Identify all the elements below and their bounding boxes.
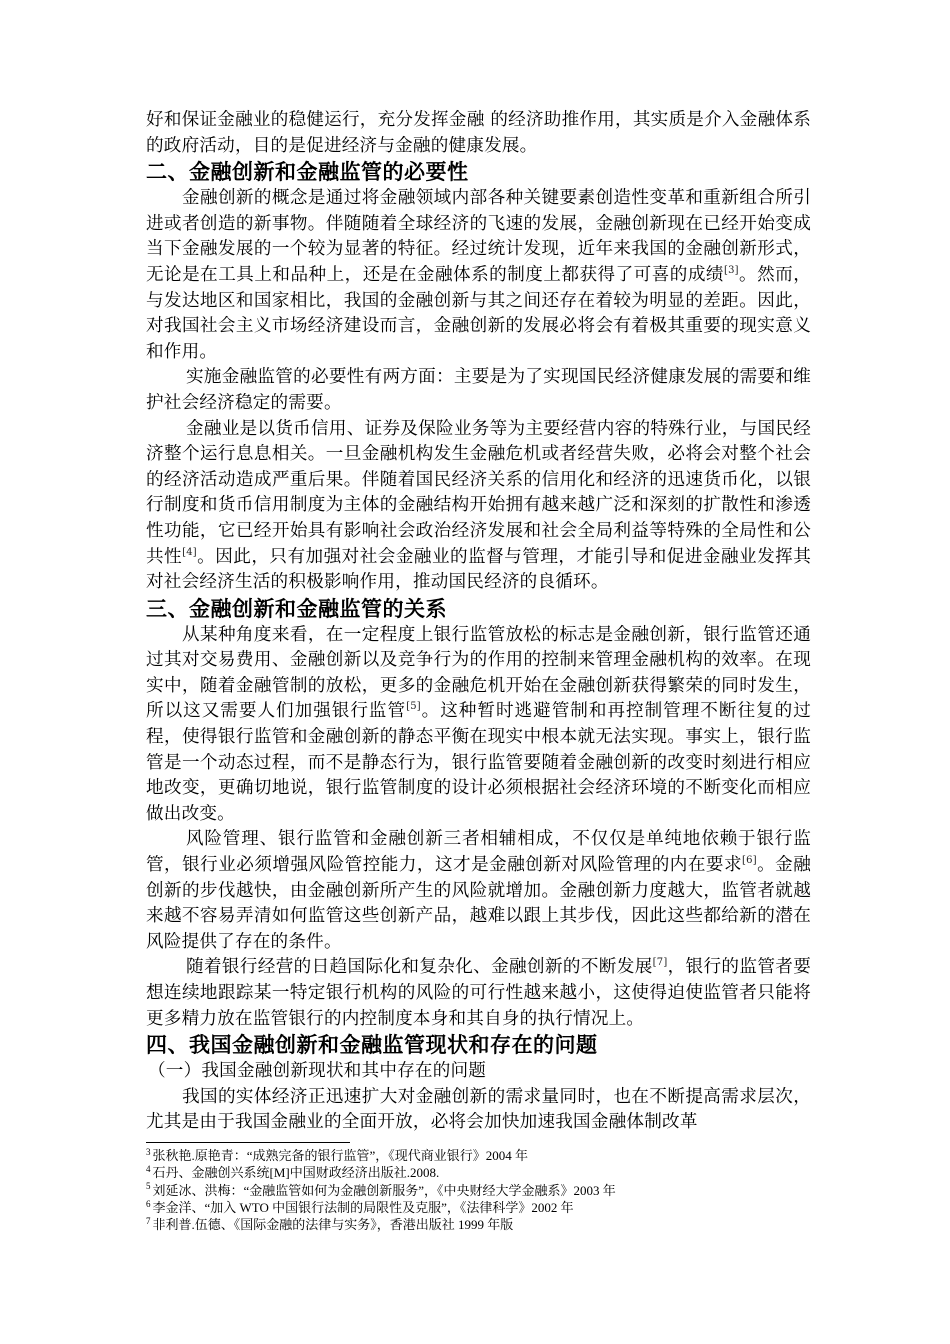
paragraph-text: 。然而，与发达地区和国家相比，我国的金融创新与其之间还存在着较为明显的差距。因此，对我国社会主义市场经济建设而言，金融创新的发展必将会有着极其重要的现实意义和作用。 [146, 264, 811, 362]
document-body [146, 108, 811, 1136]
citation-ref: [7] [652, 957, 668, 969]
paragraph-text: 。这种暂时逃避管制和再控制管理不断往复的过程，使得银行监管和金融创新的静态平衡在现实中根本就无法实现。事实上，银行监管是一个动态过程，而不是静态行为，银行监管要随着金融创新的改变时刻进行相应地改变，更确切地说，银行监管制度的设计必须根据社会经济环境的不断变化而相应做出改变。 [146, 701, 811, 824]
section-heading-3: 三、金融创新和金融监管的关系 [146, 596, 447, 621]
paragraph: 我国的实体经济正迅速扩大对金融创新的需求量同时，也在不断提高需求层次，尤其是由于我国金融业的全面开放，必将会加快加速我国金融体制改革 [146, 1086, 811, 1133]
paragraph: 实施金融监管的必要性有两方面：主要是为了实现国民经济健康发展的需要和维护社会经济稳定的需要。 [146, 367, 811, 413]
paragraph-text: 。因此，只有加强对社会金融业的监督与管理，才能引导和促进金融业发挥其对社会经济生活的积极影响作用，推动国民经济的良循环。 [146, 546, 811, 593]
paragraph [146, 186, 811, 365]
footnote-text: 石丹、金融创兴系统[M]中国财政经济出版社.2008. [152, 1165, 440, 1181]
citation-ref: [3] [723, 265, 739, 277]
footnote [146, 1164, 811, 1181]
section-heading-4: 四、我国金融创新和金融监管现状和存在的问题 [146, 1033, 598, 1058]
paragraph-text: 金融业是以货币信用、证券及保险业务等为主要经营内容的特殊行业，与国民经济整个运行息息相关。一旦金融机构发生金融危机或者经营失败，必将会对整个社会的经济活动造成严重后果。伴随着国民经济关系的信用化和经济的迅速货币化，以银行制度和货币信用制度为主体的金融结构开始拥有越来越广泛和深刻的扩散性和渗透性功能，它已经开始具有影响社会政治经济发展和社会全局利益等特殊的全局性和公共性 [146, 418, 811, 567]
footnote-number: 6 [146, 1198, 151, 1209]
paragraph [146, 417, 811, 596]
paragraph [146, 827, 811, 955]
intro-paragraph: 好和保证金融业的稳健运行，充分发挥金融 的经济助推作用，其实质是介入金融体系的政府活动，目的是促进经济与金融的健康发展。 [146, 110, 811, 156]
footnote [146, 1216, 811, 1233]
footnote [146, 1199, 811, 1216]
paragraph [146, 623, 811, 828]
paragraph [146, 955, 811, 1032]
footnote-text: 张秋艳.原艳青：“成熟完备的银行监管”，《现代商业银行》2004 年 [152, 1148, 529, 1163]
footnote-number: 4 [146, 1163, 151, 1174]
paragraph-text: 从某种角度来看，在一定程度上银行监管放松的标志是金融创新，银行监管还通过其对交易费用、金融创新以及竞争行为的作用的控制来管理金融机构的效率。在现实中，随着金融管制的放松，更多的金融危机开始在金融创新获得繁荣的同时发生，所以这又需要人们加强银行监管 [146, 624, 811, 722]
section-heading-2: 二、金融创新和金融监管的必要性 [146, 160, 469, 185]
citation-ref: [4] [182, 546, 197, 558]
paragraph-text: 。金融创新的步伐越快，由金融创新所产生的风险就增加。金融创新力度越大，监管者就越来越不容易弄清如何监管这些创新产品，越难以跟上其步伐，因此这些都给新的潜在风险提供了存在的条件。 [146, 855, 811, 952]
paragraph-text: 风险管理、银行监管和金融创新三者相辅相成，不仅仅是单纯地依赖于银行监管，银行业必须增强风险管控能力，这才是金融创新对风险管理的内在要求 [146, 829, 811, 876]
footnote-text: 刘延冰、洪梅：“金融监管如何为金融创新服务”，《中央财经大学金融系》2003 年 [152, 1182, 616, 1198]
citation-ref: [6] [742, 855, 757, 867]
footnote [146, 1182, 811, 1199]
footnotes [146, 1142, 811, 1233]
paragraph-text: ，银行的监管者要想连续地跟踪某一特定银行机构的风险的可行性越来越小，这使得迫使监管者只能将更多精力放在监管银行的内控制度本身和其自身的执行情况上。 [146, 957, 812, 1029]
footnote-number: 5 [146, 1181, 151, 1192]
subsection-heading: （一）我国金融创新现状和其中存在的问题 [148, 1061, 487, 1082]
footnote-text: 非利普.伍德、《国际金融的法律与实务》，香港出版社 1999 年版 [152, 1217, 514, 1233]
footnote-separator [146, 1142, 350, 1143]
citation-ref: [5] [406, 701, 421, 713]
footnote-text: 李金洋、“加入 WTO 中国银行法制的局限性及克服”，《法律科学》2002 年 [152, 1199, 574, 1215]
footnote-number: 3 [146, 1146, 151, 1157]
paragraph-text: 随着银行经营的日趋国际化和复杂化、金融创新的不断发展 [186, 957, 653, 978]
footnote [146, 1147, 811, 1164]
paragraph-text: 金融创新的概念是通过将金融领域内部各种关键要素创造性变革和重新组合所引进或者创造的新事物。伴随随着全球经济的飞速的发展，金融创新现在已经开始变成当下金融发展的一个较为显著的特征。经过统计发现，近年来我国的金融创新形式，无论是在工具上和品种上，还是在金融体系的制度上都获得了可喜的成绩 [146, 188, 811, 285]
footnote-number: 7 [146, 1215, 151, 1226]
